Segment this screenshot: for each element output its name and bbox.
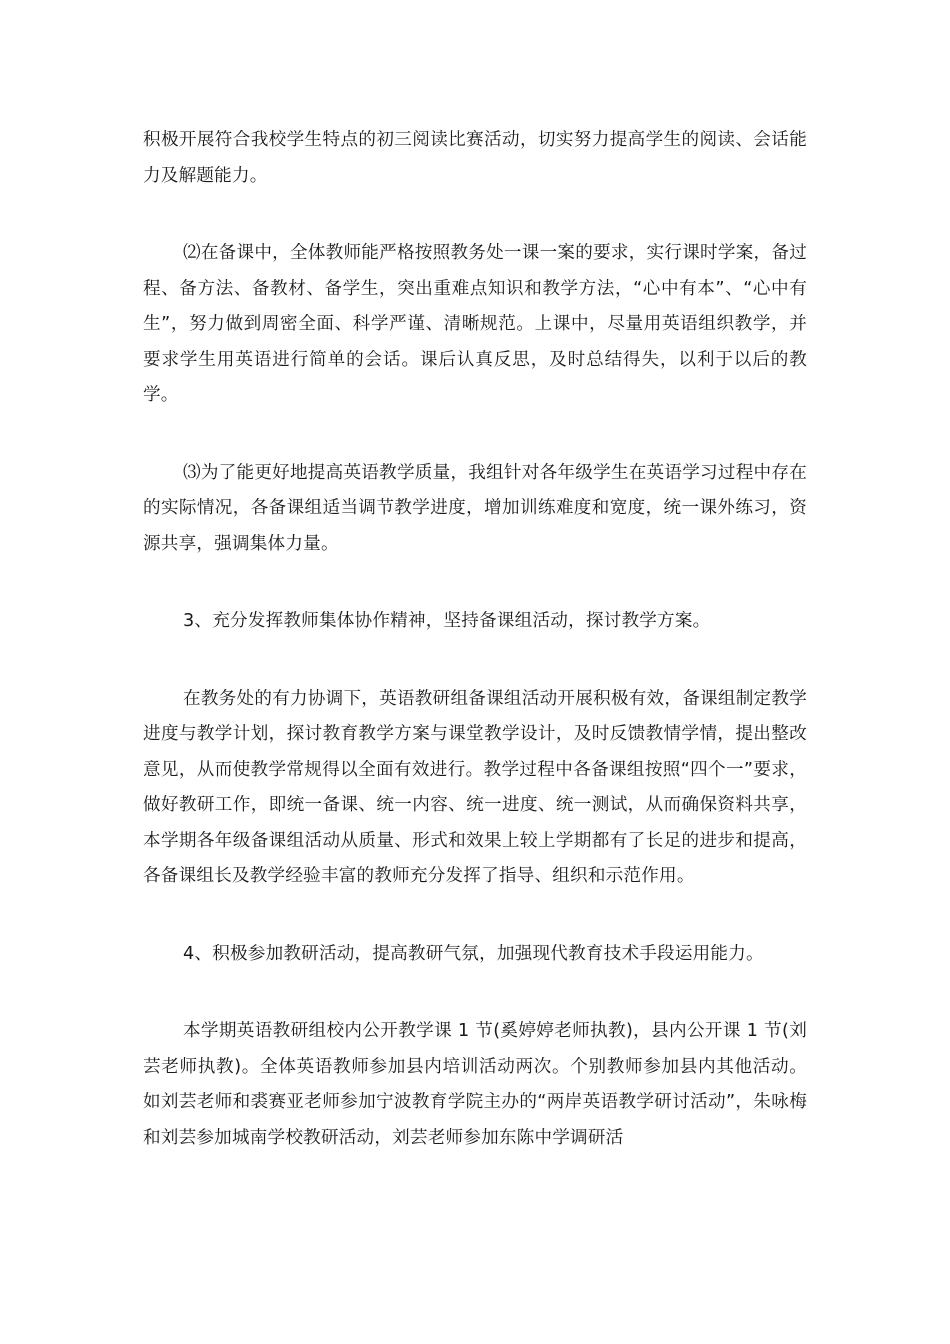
paragraph-lesson-preparation: ⑵在备课中，全体教师能严格按照教务处一课一案的要求，实行课时学案，备过程、备方法、备教材、备学生，突出重难点知识和教学方法，“心中有本”、“心中有生”，努力做到周密全面、科学严谨、清晰规范。上课中，尽量用英语组织教学，并要求学生用英语进行简单的会话。课后认真反思，及时总结得失，以利于以后的教学。 xyxy=(143,243,807,405)
heading-collaboration: 3、充分发挥教师集体协作精神，坚持备课组活动，探讨教学方案。 xyxy=(183,611,711,631)
paragraph-reading-contest-continued: 积极开展符合我校学生特点的初三阅读比赛活动，切实努力提高学生的阅读、会话能力及解题能力。 xyxy=(143,130,807,186)
paragraph-lesson-group-activities: 在教务处的有力协调下，英语教研组备课组活动开展积极有效，备课组制定教学进度与教学计划，探讨教育教学方案与课堂教学设计，及时反馈教情学情，提出整改意见，从而使教学常规得以全面有效进行。教学过程中各备课组按照“四个一”要求，做好教研工作，即统一备课、统一内容、统一进度、统一测试，从而确保资料共享，本学期各年级备课组活动从质量、形式和效果上较上学期都有了长足的进步和提高，各备课组长及教学经验丰富的教师充分发挥了指导、组织和示范作用。 xyxy=(143,688,807,886)
paragraph-public-lessons: 本学期英语教研组校内公开教学课 1 节(奚婷婷老师执教)，县内公开课 1 节(刘芸老师执教)。全体英语教师参加县内培训活动两次。个别教师参加县内其他活动。如刘芸老师和裘赛亚老师参加宁波教育学院主办的“两岸英语教学研讨活动”，朱咏梅和刘芸参加城南学校教研活动，刘芸老师参加东陈中学调研活 xyxy=(143,1021,807,1148)
heading-research-activities: 4、积极参加教研活动，提高教研气氛，加强现代教育技术手段运用能力。 xyxy=(183,943,764,964)
paragraph-teaching-quality: ⑶为了能更好地提高英语教学质量，我组针对各年级学生在英语学习过程中存在的实际情况，各备课组适当调节教学进度，增加训练难度和宽度，统一课外练习，资源共享，强调集体力量。 xyxy=(143,462,807,554)
document-body xyxy=(143,123,807,1156)
